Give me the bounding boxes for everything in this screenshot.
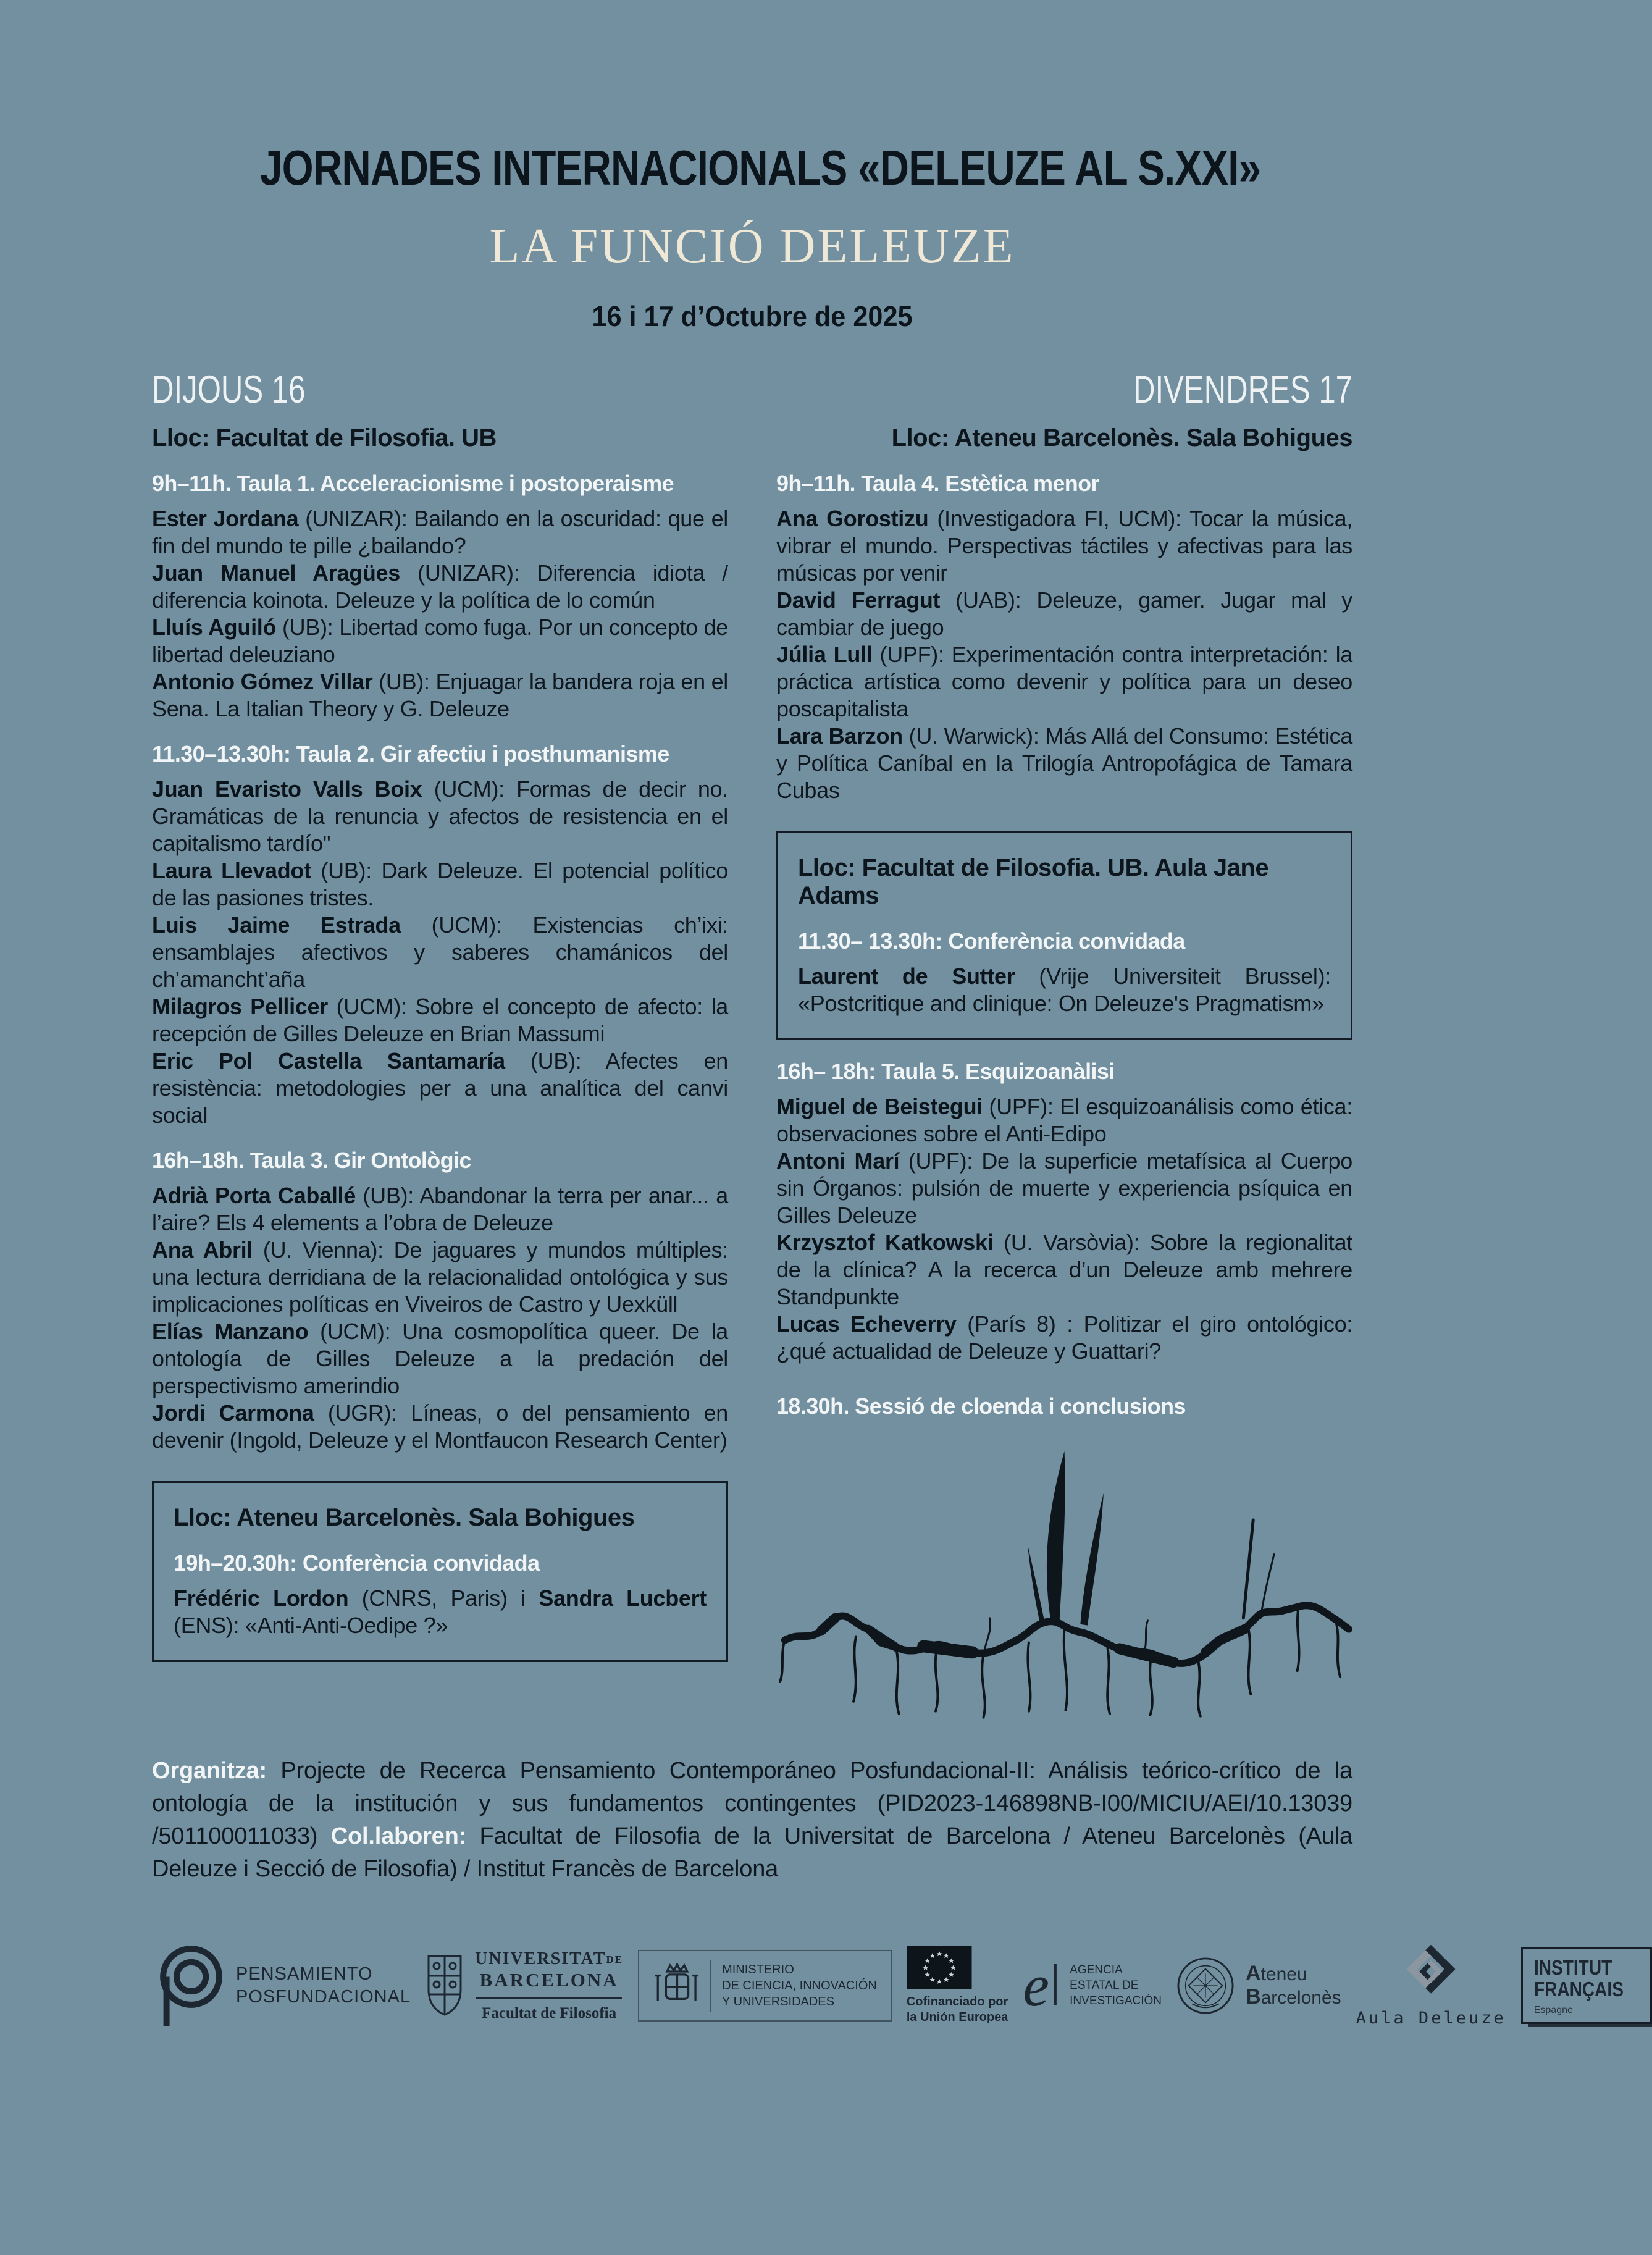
ub-divider [476, 1997, 622, 1999]
talk: Júlia Lull (UPF): Experimentación contra interpretación: la práctica artística como devenir y política para un deseo poscapitalista [776, 642, 1352, 721]
session-header: 9h–11h. Taula 4. Estètica menor [776, 471, 1099, 496]
day-header-dijous: DIJOUS 16 [152, 368, 306, 411]
talk: Lucas Echeverry (París 8) : Politizar el giro ontológico: ¿qué actualidad de Deleuze y Guattari? [776, 1311, 1352, 1364]
talk: Eric Pol Castella Santamaría (UB): Afectes en resistència: metodologies per a una analítica del canvi social [152, 1048, 728, 1128]
talk: Elías Manzano (UCM): Una cosmopolítica queer. De la ontología de Gilles Deleuze a la predación del perspectivismo amerindio [152, 1319, 728, 1398]
talk: Lluís Aguiló (UB): Libertad como fuga. Por un concepto de libertad deleuziano [152, 615, 729, 667]
session-header: 9h–11h. Taula 1. Acceleracionisme i postoperaisme [152, 471, 674, 496]
logo-institut-francais [1521, 1947, 1652, 2024]
program-columns [152, 367, 1352, 1723]
logo-ateneu-barcelones [1176, 1957, 1341, 2015]
pensamiento-posfundacional-label [236, 1963, 411, 2009]
talk: Laurent de Sutter (Vrije Universiteit Brussel): «Postcritique and clinique: On Deleuze's Pragmatism» [798, 964, 1331, 1016]
conference-kicker: JORNADES INTERNACIONALS «DELEUZE AL S.XXI» [259, 140, 1261, 195]
talk: Luis Jaime Estrada (UCM): Existencias ch’ixi: ensamblajes afectivos y saberes chamánicos del ch’amancht’aña [152, 912, 729, 992]
eu-flag-icon [907, 1946, 972, 1989]
aei-line1: AGENCIA [1070, 1963, 1123, 1976]
talk: Miguel de Beistegui (UPF): El esquizoanálisis como ética: observaciones sobre el Anti-Edipo [776, 1094, 1352, 1146]
rhizome-illustration-svg [776, 1434, 1352, 1723]
session-header: 11.30–13.30h: Taula 2. Gir afectiu i posthumanisme [152, 741, 669, 766]
session-header: 19h–20.30h: Conferència convidada [174, 1550, 540, 1576]
spain-coat-of-arms-icon [653, 1959, 698, 2013]
pensamiento-line2: POSFUNDACIONAL [236, 1986, 411, 2007]
talk: Krzysztof Katkowski (U. Varsòvia): Sobre la regionalitat de la clínica? A la recerca d’un Deleuze amb mehrere Standpunkte [776, 1230, 1353, 1309]
talk: Milagros Pellicer (UCM): Sobre el concepto de afecto: la recepción de Gilles Deleuze en Brian Massumi [152, 994, 728, 1046]
pensamiento-posfundacional-icon [152, 1942, 225, 2030]
logo-agencia-estatal-investigacion [1023, 1952, 1162, 2018]
location-line: Lloc: Facultat de Filosofia. UB. Aula Jane Adams [798, 854, 1269, 909]
poster-title: LA FUNCIÓ DELEUZE [489, 219, 1015, 274]
session-header: 11.30– 13.30h: Conferència convidada [798, 928, 1185, 954]
logo-aula-deleuze [1356, 1943, 1506, 2028]
ateneu-line2: Barcelonès [1246, 1984, 1341, 2009]
talk: Juan Manuel Aragües (UNIZAR): Diferencia idiota / diferencia koinota. Deleuze y la política de lo común [152, 560, 728, 613]
aei-glyph: eǀ [1023, 1952, 1062, 2018]
session-header: 16h–18h. Taula 3. Gir Ontològic [152, 1148, 471, 1173]
ministerio-line1: MINISTERIO [722, 1962, 794, 1976]
ateneu-label [1246, 1962, 1341, 2009]
poster-header [152, 140, 1352, 333]
talk: Lara Barzon (U. Warwick): Más Allá del Consumo: Estética y Política Caníbal en la Trilogía Antropofágica de Tamara Cubas [776, 723, 1352, 803]
institut-francais-box [1521, 1947, 1652, 2024]
talk: Jordi Carmona (UGR): Líneas, o del pensamiento en devenir (Ingold, Deleuze y el Montfaucon Research Center) [152, 1400, 728, 1453]
pensamiento-line1: PENSAMIENTO [236, 1963, 373, 1984]
partner-logos [152, 1924, 1624, 2047]
aula-deleuze-label: Aula Deleuze [1356, 2009, 1506, 2028]
ub-faculty-label: Facultat de Filosofia [482, 2004, 617, 2022]
ub-label [475, 1949, 623, 2022]
talk: Antonio Gómez Villar (UB): Enjuagar la bandera roja en el Sena. La Italian Theory y G. Deleuze [152, 669, 728, 721]
program-divendres [776, 424, 1352, 1723]
talk: David Ferragut (UAB): Deleuze, gamer. Jugar mal y cambiar de juego [776, 587, 1352, 640]
conference-poster [0, 140, 1624, 2255]
talk: Ana Abril (U. Vienna): De jaguares y mundos múltiples: una lectura derridiana de la relacionalidad ontológica y sus implicaciones políticas en Viveiros de Castro y Uexküll [152, 1237, 728, 1317]
talk: Antoni Marí (UPF): De la superficie metafísica al Cuerpo sin Órganos: pulsión de muerte y experiencia psíquica en Gilles Deleuze [776, 1148, 1352, 1228]
logo-pensamiento-posfundacional [152, 1942, 411, 2030]
talk: Adrià Porta Caballé (UB): Abandonar la terra per anar... a l’aire? Els 4 elements a l’obra de Deleuze [152, 1183, 728, 1235]
logo-ministerio-ciencia [638, 1950, 892, 2022]
ub-line2: BARCELONA [479, 1968, 619, 1991]
aei-line2: ESTATAL DE [1070, 1979, 1139, 1992]
logo-universitat-barcelona [426, 1949, 623, 2022]
ministerio-label [722, 1962, 877, 2010]
aei-line3: INVESTIGACIÓN [1070, 1994, 1162, 2007]
program-dijous [152, 424, 728, 1662]
institut-sub: Espagne [1533, 2004, 1573, 2015]
talk: Frédéric Lordon (CNRS, Paris) i Sandra Lucbert (ENS): «Anti-Anti-Oedipe ?» [174, 1585, 707, 1638]
poster-footer [152, 1755, 1624, 2047]
conference-dates: 16 i 17 d’Octubre de 2025 [592, 300, 913, 332]
rhizome-illustration [776, 1434, 1352, 1723]
ministerio-line2: DE CIENCIA, INNOVACIÓN [722, 1978, 877, 1993]
ub-line1: UNIVERSITATDE [475, 1949, 624, 1968]
aei-label [1070, 1962, 1162, 2009]
aula-deleuze-icon [1403, 1943, 1459, 2000]
eu-caption-line1: Cofinanciado por [906, 1994, 1008, 2009]
location-line: Lloc: Facultat de Filosofia. UB [152, 424, 497, 451]
talk: Ana Gorostizu (Investigadora FI, UCM): Tocar la música, vibrar el mundo. Perspectivas táctiles y afectivas para las músicas por venir [776, 506, 1352, 586]
location-line: Lloc: Ateneu Barcelonès. Sala Bohigues [174, 1504, 635, 1531]
ub-de-suffix: DE [606, 1953, 624, 1965]
session-header: 16h– 18h: Taula 5. Esquizoanàlisi [776, 1059, 1115, 1084]
location-line: Lloc: Ateneu Barcelonès. Sala Bohigues [891, 424, 1352, 451]
column-dijous [152, 367, 728, 1662]
eu-caption-line2: la Unión Europea [906, 2010, 1008, 2024]
closing-session: 18.30h. Sessió de cloenda i conclusions [776, 1393, 1186, 1419]
talk: Laura Llevadot (UB): Dark Deleuze. El potencial político de las pasiones tristes. [152, 858, 728, 910]
institut-line2: FRANÇAIS [1533, 1977, 1624, 2001]
ateneu-line1: Ateneu [1246, 1961, 1307, 1985]
credits-paragraph: Organitza: Projecte de Recerca Pensamiento Contemporáneo Posfundacional-II: Análisis teórico-crítico de la ontología de la institución y sus fundamentos contingentes (PID2023-146898NB-I00/MICIU/AEI/10.13039 /501100011033) Col.laboren: Facultat de Filosofia de la Universitat de Barcelona / Ateneu Barcelonès (Aula Deleuze i Secció de Filosofia) / Institut Francès de Barcelona [152, 1757, 1352, 1882]
ub-crest-icon [426, 1954, 464, 2018]
ministerio-divider [710, 1960, 711, 2012]
talk: Ester Jordana (UNIZAR): Bailando en la oscuridad: que el fin del mundo te pille ¿bailando? [152, 506, 728, 558]
talk: Juan Evaristo Valls Boix (UCM): Formas de decir no. Gramáticas de la renuncia y afectos de resistencia en el capitalismo tardío" [152, 776, 729, 856]
institut-line1: INSTITUT [1533, 1955, 1612, 1979]
conference-box [776, 831, 1352, 1040]
eu-caption [907, 1994, 1008, 2025]
ateneu-seal-icon [1176, 1957, 1235, 2015]
day-header-divendres: DIVENDRES 17 [1133, 368, 1352, 411]
logo-union-europea [907, 1946, 1008, 2025]
conference-box [152, 1481, 728, 1662]
ministerio-line3: Y UNIVERSIDADES [722, 1994, 834, 2009]
column-divendres [776, 367, 1352, 1723]
